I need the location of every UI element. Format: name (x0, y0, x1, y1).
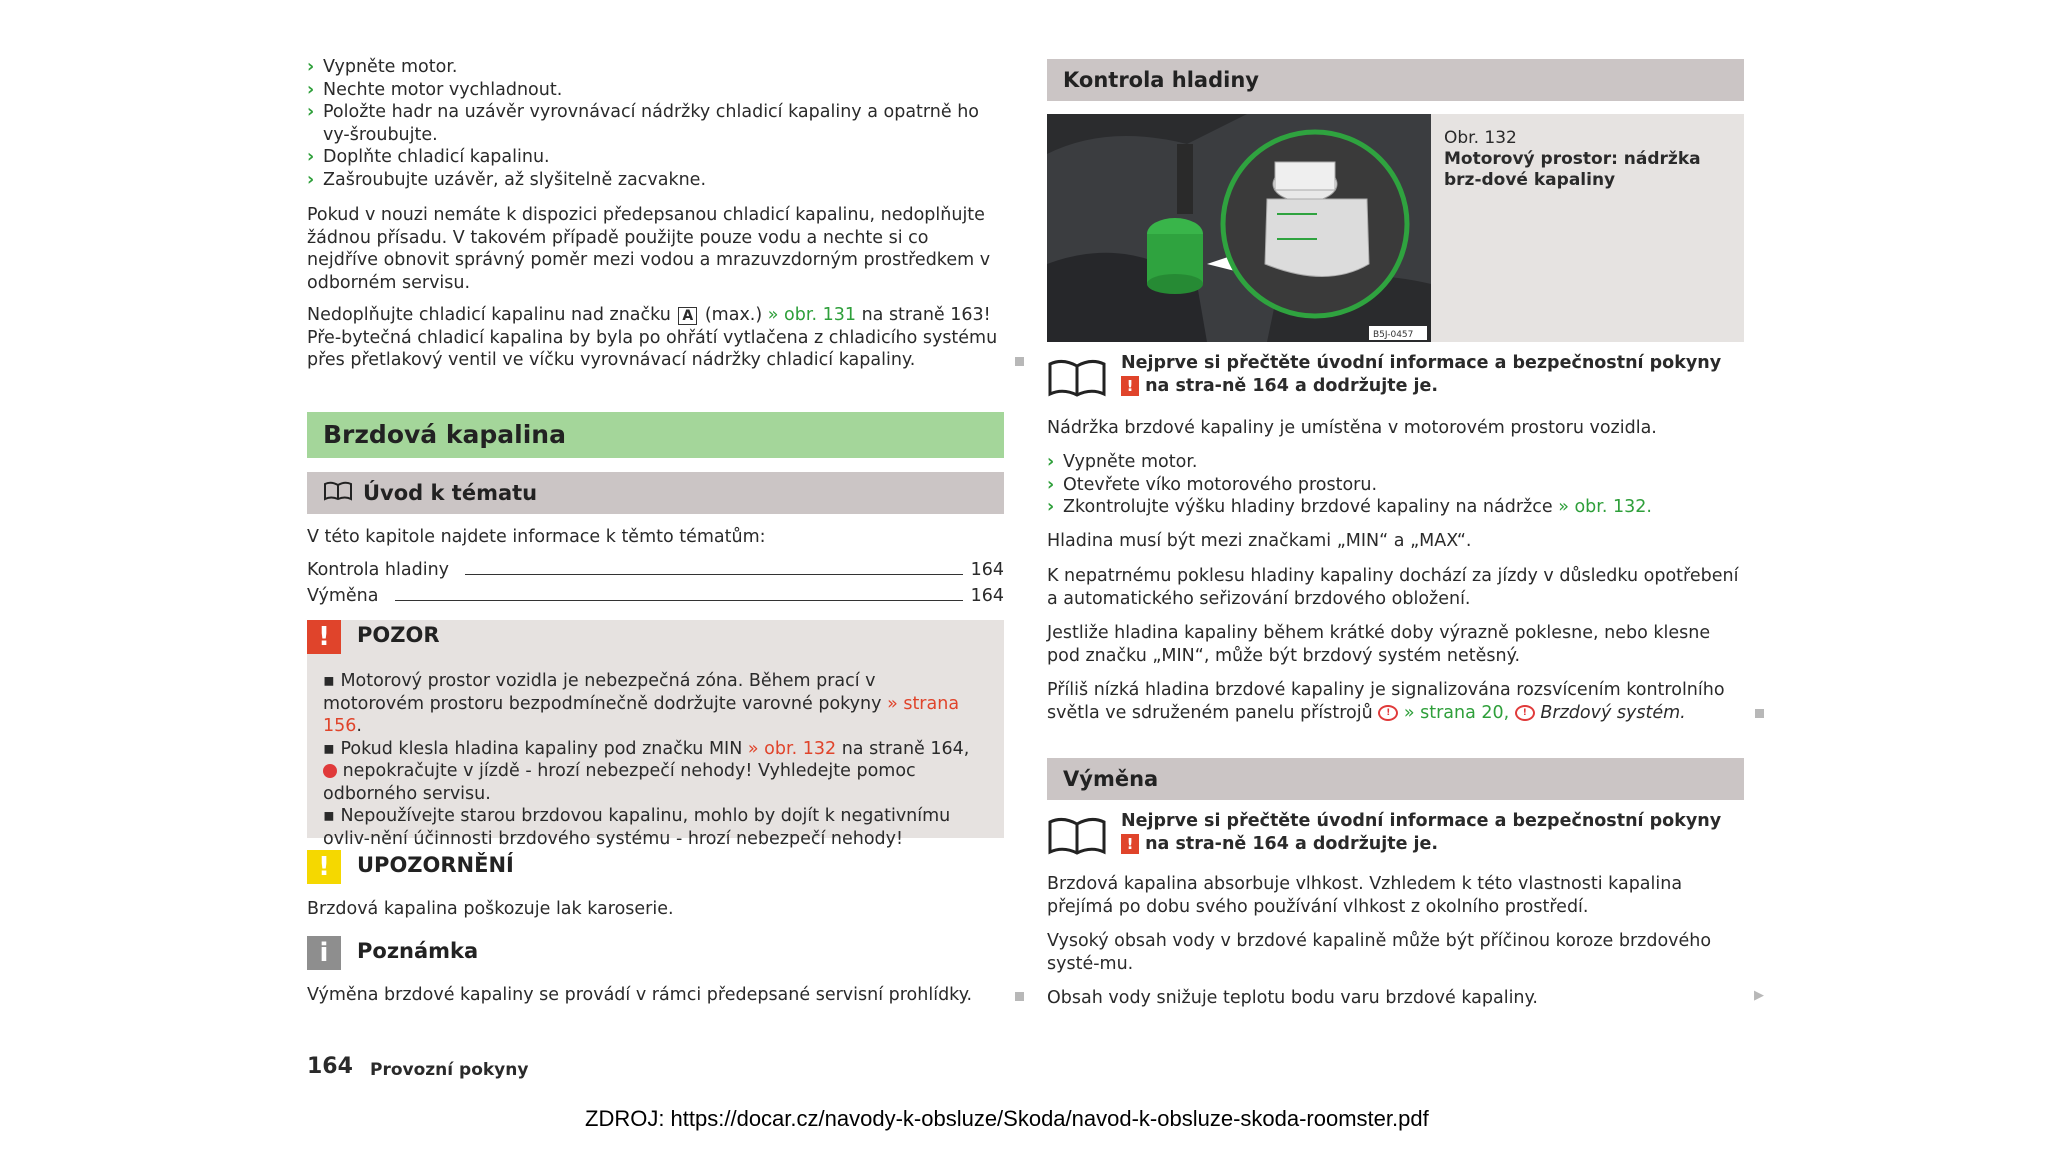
section-end-marker (1755, 709, 1764, 718)
paragraph-max-mark: Nedoplňujte chladicí kapalinu nad značku A (max.) » obr. 131 na straně 163! Pře-bytečná chladicí kapalina by byla po ohřátí vytlačena z chladicího systému přes přetlakový ventil ve víčku vyrovnávací nádržky chladicí kapaliny. (307, 304, 1004, 372)
list-item: › Položte hadr na uzávěr vyrovnávací nádržky chladicí kapaliny a opatrně ho vy-šroubujte. (307, 102, 980, 145)
list-item: › Otevřete víko motorového prostoru. (1047, 474, 1378, 495)
brake-steps (1047, 451, 1744, 519)
toc (307, 557, 1004, 609)
paragraph-boil: Obsah vody snižuje teplotu bodu varu brzdové kapaliny. ▶ (1047, 987, 1744, 1010)
page-number: 164 (307, 1054, 353, 1079)
caution-text: Brzdová kapalina poškozuje lak karoserie. (307, 899, 674, 919)
list-item: › Doplňte chladicí kapalinu. (307, 147, 550, 167)
exclamation-icon: ! (307, 620, 341, 654)
note-title: Poznámka (357, 939, 479, 963)
paragraph-location: Nádržka brzdové kapaliny je umístěna v motorovém prostoru vozidla. (1047, 418, 1657, 438)
warning-box (307, 620, 1004, 849)
list-item: › Zašroubujte uzávěr, až slyšitelně zacvakne. (307, 169, 707, 190)
paragraph-level: Hladina musí být mezi značkami „MIN“ a „MAX“. (1047, 531, 1472, 551)
figure-caption: Obr. 132 Motorový prostor: nádržka brz-dové kapaliny (1444, 128, 1701, 190)
list-item: › Zkontrolujte výšku hladiny brzdové kapaliny na nádržce » obr. 132. (1047, 497, 1652, 517)
warning-item: ▪ Pokud klesla hladina kapaliny pod značku MIN » obr. 132 na straně 164, nepokračujte v jízdě - hrozí nebezpečí nehody! Vyhledejte pomoc odborného servisu. (323, 738, 970, 804)
paragraph-absorb: Brzdová kapalina absorbuje vlhkost. Vzhledem k této vlastnosti kapalina přejímá po dobu svého používání vlhkost z okolního prostředí. (1047, 874, 1683, 917)
section-end-marker (1015, 992, 1024, 1001)
exclamation-icon: ! (1121, 376, 1139, 396)
chevron-right-icon: › (1047, 452, 1055, 472)
book-icon (1047, 358, 1107, 402)
caution-header (307, 850, 1004, 890)
toc-row[interactable]: Výměna 164 (307, 586, 1004, 606)
note-text: Výměna brzdové kapaliny se provádí v rámci předepsané servisní prohlídky. (307, 984, 1004, 1007)
read-first-note: Nejprve si přečtěte úvodní informace a bezpečnostní pokyny ! na stra-ně 164 a dodržujte je. (1047, 810, 1744, 860)
toc-row[interactable]: Kontrola hladiny 164 (307, 560, 1004, 580)
read-first-note: Nejprve si přečtěte úvodní informace a bezpečnostní pokyny ! na stra-ně 164 a dodržujte je. (1047, 352, 1744, 402)
figure-132 (1047, 114, 1744, 342)
vymena-header: Výměna (1047, 758, 1744, 800)
intro-header: Úvod k tématu (307, 472, 1004, 514)
brake-warning-icon: ! (1378, 705, 1398, 721)
paragraph-water: Vysoký obsah vody v brzdové kapalině může být příčinou koroze brzdového systé-mu. (1047, 931, 1712, 974)
list-item: › Nechte motor vychladnout. (307, 79, 563, 100)
intro-text: V této kapitole najdete informace k těmto tématům: (307, 527, 766, 547)
caution-icon: ! (307, 850, 341, 884)
section-end-marker (1015, 357, 1024, 366)
chevron-right-icon: › (307, 57, 315, 77)
list-item: › Vypněte motor. (1047, 452, 1198, 472)
continue-arrow-icon: ▶ (1754, 988, 1764, 1003)
list-item: › Vypněte motor. (307, 57, 458, 77)
warning-title: POZOR (357, 623, 440, 647)
chevron-right-icon: › (1047, 497, 1055, 517)
figure-link[interactable]: » obr. 132. (1558, 497, 1652, 517)
figure-link[interactable]: » obr. 131 (767, 305, 856, 325)
figure-code: B5J-0457 (1373, 330, 1414, 340)
brake-warning-icon: ! (1515, 705, 1535, 721)
book-icon (323, 473, 353, 515)
paragraph-drop: K nepatrnému poklesu hladiny kapaliny dochází za jízdy v důsledku opotřebení a automatického seřizování brzdového obložení. (1047, 566, 1739, 609)
paragraph-leak: Jestliže hladina kapaliny během krátké doby výrazně poklesne, nebo klesne pod značku „MIN“, může být brzdový systém netěsný. (1047, 623, 1711, 666)
paragraph-emergency: Pokud v nouzi nemáte k dispozici předepsanou chladicí kapalinu, nedoplňujte žádnou přísadu. V takovém případě použijte pouze vodu a nechte si co nejdříve obnovit správný poměr mezi vodou a mrazuvzdorným prostředkem v odborném servisu. (307, 205, 991, 293)
engine-bay-image (1047, 114, 1431, 342)
chevron-right-icon: › (307, 79, 315, 100)
chevron-right-icon: › (307, 169, 315, 190)
warning-item: ▪ Nepoužívejte starou brzdovou kapalinu, mohlo by dojít k negativnímu ovliv-nění účinnosti brzdového systému - hrozí nebezpečí nehody! (323, 806, 951, 849)
warning-body (323, 670, 980, 850)
info-icon: i (307, 936, 341, 970)
chevron-right-icon: › (307, 102, 315, 122)
mark-a-badge: A (678, 307, 697, 325)
book-icon (1047, 816, 1107, 860)
chevron-right-icon: › (1047, 474, 1055, 495)
coolant-steps (307, 56, 1004, 191)
paragraph-low: Příliš nízká hladina brzdové kapaliny je signalizována rozsvícením kontrolního světla ve sdruženém panelu přístrojů ! » strana 20, ! Brzdový systém. (1047, 679, 1744, 724)
exclamation-icon: ! (1121, 834, 1139, 854)
chevron-right-icon: › (307, 147, 315, 167)
warning-item: ▪ Motorový prostor vozidla je nebezpečná zóna. Během prací v motorovém prostoru bezpodmínečně dodržujte varovné pokyny » strana 156. (323, 671, 960, 736)
note-header (307, 936, 1004, 976)
brake-warning-icon (323, 764, 337, 778)
section-title: Brzdová kapalina (307, 412, 1004, 458)
page-section-label: Provozní pokyny (370, 1060, 529, 1080)
source-caption: ZDROJ: https://docar.cz/navody-k-obsluze/Skoda/navod-k-obsluze-skoda-roomster.pdf (585, 1106, 1429, 1131)
kontrola-header: Kontrola hladiny (1047, 59, 1744, 101)
caution-title: UPOZORNĚNÍ (357, 853, 514, 877)
